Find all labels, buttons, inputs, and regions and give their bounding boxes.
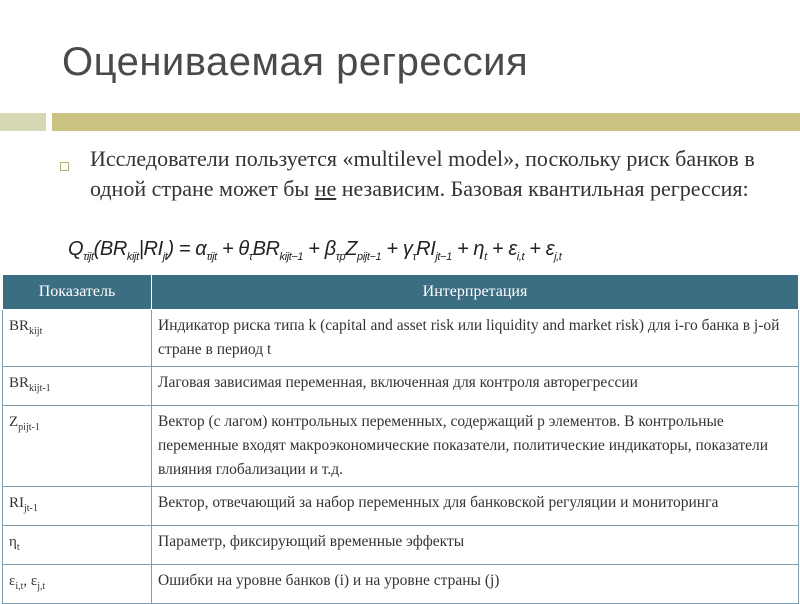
table-row [3,487,799,526]
formula-eta: + η [451,238,485,260]
description-cell: Параметр, фиксирующий временные эффекты [152,526,799,565]
symbol: BR [9,318,30,334]
bullet-square-icon [60,162,69,171]
symbol-sub: i,t [15,581,24,592]
symbol: ε [9,573,16,589]
formula-lhs-sub: τijt [83,251,94,263]
symbol: Z [9,414,19,430]
formula-br-sub: kijt [126,251,139,263]
formula-alpha-sub: τijt [206,251,217,263]
bullet-text-underlined: не [314,176,337,201]
formula-gamma: + γ [381,238,413,260]
symbol-2: , ε [23,573,38,589]
formula-alpha: ) = α [167,238,207,260]
symbol-cell [3,367,152,406]
formula-gamma-sub: τ [412,251,417,263]
table-row [3,526,799,565]
symbol-cell [3,406,152,487]
table-row [3,406,799,487]
bullet-text-part1: Исследователи пользуется «multilevel model», поскольку риск банков в одной стране может бы [90,146,755,201]
symbol-sub: pijt-1 [18,422,40,433]
symbol-cell [3,565,152,604]
formula-eps1-sub: i,t [516,251,525,263]
formula-z-sub: pijt−1 [357,251,382,263]
symbol-2-sub: j,t [37,581,46,592]
formula-ri2: RI [416,238,436,260]
symbol-cell [3,310,152,367]
table-header-row [3,275,799,310]
description-cell: Вектор, отвечающий за набор переменных для банковской регуляции и мониторинга [152,487,799,526]
title-underline-bar [52,113,800,131]
formula-eps2: + ε [524,238,555,260]
title-underline-left [0,113,46,131]
formula-theta: + θ [216,238,249,260]
formula-beta: + β [303,238,336,260]
description-cell: Лаговая зависимая переменная, включенная для контроля авторегрессии [152,367,799,406]
formula-br: (BR [93,238,127,260]
formula-br2: BR [252,238,280,260]
symbol-sub: kijt-1 [29,383,51,394]
formula-z: Z [345,238,358,260]
symbol-sub: kijt [29,326,43,337]
table-row [3,367,799,406]
symbol-cell [3,487,152,526]
description-cell: Вектор (с лагом) контрольных переменных, содержащий p элементов. В контрольные переменные входят макроэкономические показатели, политические индикаторы, показатели влияния глобализации и т.д. [152,406,799,487]
formula-ri: |RI [138,238,163,260]
table-row [3,310,799,367]
definitions-table [2,274,799,604]
bullet-paragraph [90,144,780,204]
formula-eps1: + ε [486,238,517,260]
description-cell: Индикатор риска типа k (capital and asset risk или liquidity and market risk) для i-го банка в j-ой стране в период t [152,310,799,367]
formula-br2-sub: kijt−1 [279,251,304,263]
formula-eta-sub: t [484,251,487,263]
table-row [3,565,799,604]
description-cell: Ошибки на уровне банков (i) и на уровне страны (j) [152,565,799,604]
symbol: BR [9,375,30,391]
formula-theta-sub: τ [248,251,253,263]
bullet-text-part2: независим. Базовая квантильная регрессия: [336,176,749,201]
symbol-sub: t [16,542,20,553]
symbol-sub: jt-1 [24,503,38,514]
regression-formula [68,238,561,263]
formula-ri2-sub: jt−1 [435,251,452,263]
formula-ri-sub: jt [162,251,168,263]
symbol-cell [3,526,152,565]
header-indicator: Показатель [3,275,152,310]
formula-lhs: Q [68,238,84,260]
symbol: η [9,534,17,550]
formula-eps2-sub: j,t [554,251,562,263]
formula-beta-sub: τp [335,251,346,263]
slide-title: Оцениваемая регрессия [62,40,529,84]
symbol: RI [9,495,24,511]
header-interpretation: Интерпретация [152,275,799,310]
